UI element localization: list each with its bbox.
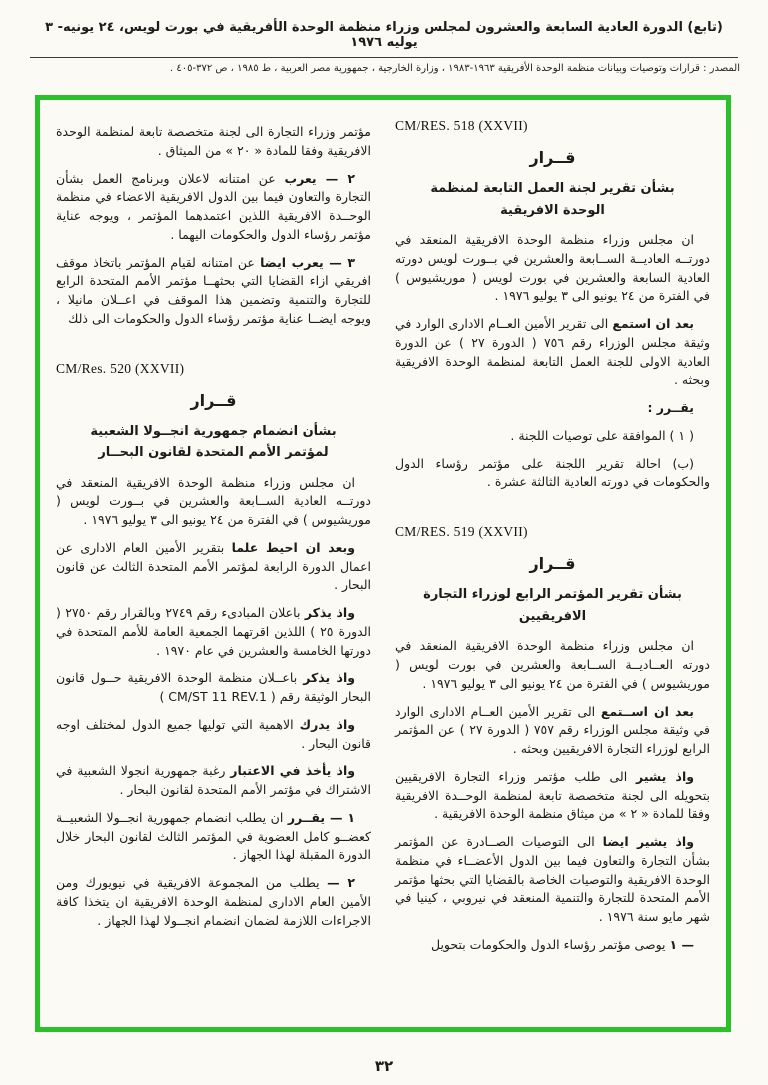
paragraph <box>395 703 710 759</box>
paragraph-lead: ٣ — يعرب ايضا <box>260 254 355 270</box>
paragraph-lead: واذ يدرك <box>299 716 356 732</box>
paragraph-lead: ١ — يقــرر <box>287 809 355 825</box>
resolution-title-520: قــرار <box>190 390 237 410</box>
paragraph <box>395 936 710 955</box>
paragraph-lead: واذ يذكر <box>303 670 356 686</box>
continuation-paragraph: مؤتمر وزراء التجارة الى لجنة متخصصة تابعة لمنظمة الوحدة الافريقية وفقا للمادة « ٢٠ » من الميثاق . <box>56 124 371 158</box>
paragraph <box>56 669 371 707</box>
resolution-number-518: CM/RES. 518 (XXVII) <box>395 118 528 133</box>
paragraph <box>56 762 371 800</box>
paragraph-lead: بعد ان استمع <box>612 316 694 332</box>
paragraph-body: الاهمية التي توليها جميع الدول لمختلف اوجه قانون البحار . <box>56 716 371 751</box>
resolution-subject-519: بشأن تقرير المؤتمر الرابع لوزراء التجارة الافريقيين <box>423 587 682 624</box>
paragraph-body: الى تقرير الأمين العــام الادارى الوارد في وثيقة مجلس الوزراء رقم ٧٥٧ ( الدورة ٢٧ ) عن المؤتمر الرابع لوزراء التجارة الافريقيين وبحثه . <box>395 703 711 756</box>
paragraph <box>56 170 371 245</box>
resolution-title-518: قــرار <box>529 148 576 168</box>
paragraph <box>56 254 371 329</box>
header-source-line: المصدر : قرارات وتوصيات وبيانات منظمة الوحدة الأفريقية ١٩٦٣-١٩٨٣ ، وزارة الخارجية ، جمهورية مصر العربية ، ط ١٩٨٥ ، ص ٣٧٢-٤٠٥ . <box>170 63 740 74</box>
paragraph <box>395 833 710 927</box>
decree-item-b: (ب) احالة تقرير اللجنة على مؤتمر رؤساء الدول والحكومات في دورته العادية الثالثة عشرة . <box>395 455 710 490</box>
paragraph: ان مجلس وزراء منظمة الوحدة الافريقية المنعقد في دورته العــاديــة الســابعة والعشرين في بورت لويس ( موريشيوس ) في الفترة من ٢٤ يونيو الى ٣ يوليو ١٩٧٦ . <box>395 638 710 691</box>
two-column-layout <box>40 100 726 1027</box>
paragraph-body: يطلب من المجموعة الافريقية في نيويورك ومن الأمين العام الادارى لمنظمة الوحدة الافريقية ان يتخذا كافة الاجراءات اللازمة لضمان انضمام انجــولا لهذا الجهاز . <box>56 875 371 928</box>
paragraph <box>56 604 371 660</box>
paragraph-body: الى التوصيات الصــادرة عن المؤتمر بشأن التجارة والتعاون فيما بين الدول الأعضــاء في منظمة الوحدة الافريقية والتوصيات الخاصة بالقضايا التي بحثها مؤتمر الأمم المتحدة للتجارة والتنمية المنعقد في نيروبي ، كينيا في شهر مايو سنة ١٩٧٦ . <box>395 834 710 924</box>
paragraph-body: ان يطلب انضمام جمهورية انجــولا الشعبيــة كعضــو كامل العضوية في المؤتمر الثالث لقانون البحار خلال الدورة المقبلة لهذا الجهاز . <box>56 809 371 863</box>
paragraph-lead: ٢ — يعرب <box>284 170 356 186</box>
paragraph: ان مجلس وزراء منظمة الوحدة الافريقية المنعقد في دورتــه العادية الســابعة والعشرين في بــورت لويس ( موريشيوس ) في الفترة من ٢٤ يونيو الى ٣ يوليو ١٩٧٦ . <box>56 474 371 528</box>
header-divider <box>30 57 738 58</box>
paragraph-lead: واذ يأخذ في الاعتبار <box>230 763 356 779</box>
page-number: ٣٢ <box>374 1057 394 1075</box>
decree-word: يقــرر : <box>647 400 694 416</box>
paragraph <box>56 539 371 595</box>
header-session-line: (تابع) الدورة العادية السابعة والعشرون لمجلس وزراء منظمة الوحدة الأفريقية في بورت لويس، ٢٤ يونيه- ٣ يوليه ١٩٧٦ <box>45 20 723 50</box>
resolution-number-519: CM/RES. 519 (XXVII) <box>395 524 528 540</box>
paragraph-body: باعلان المبادىء رقم ٢٧٤٩ وبالقرار رقم ٢٧٥٠ ( الدورة ٢٥ ) اللذين اقرتهما الجمعية العامة للأمم المتحدة في دورتها الخامسة والعشرين في عام ١٩٧٠ . <box>56 605 371 658</box>
paragraph <box>395 768 710 824</box>
paragraph-body: باعــلان منظمة الوحدة الافريقية حــول قانون البحار الوثيقة رقم ( CM/ST 11 REV.1 ) <box>56 670 371 705</box>
paragraph-body: الى طلب مؤتمر وزراء التجارة الافريقيين بتحويله الى لجنة متخصصة تابعة لمنظمة الوحــدة الافريقية وفقا للمادة « ٢ » من ميثاق منظمة الوحدة الافريقية . <box>395 768 710 822</box>
decree-item-a: ( ١ ) الموافقة على توصيات اللجنة . <box>510 427 694 443</box>
paragraph-lead: وبعد ان احيط علما <box>231 539 356 555</box>
left-column <box>56 114 371 1017</box>
paragraph-lead: واذ يشير <box>636 768 695 784</box>
paragraph-body: رغبة جمهورية انجولا الشعبية في الاشتراك في مؤتمر الأمم المتحدة لقانون البحار . <box>56 763 371 798</box>
resolution-number-520: CM/Res. 520 (XXVII) <box>56 360 185 376</box>
paragraph-body: بتقرير الأمين العام الادارى عن اعمال الدورة الرابعة لمؤتمر الأمم المتحدة الثالث عن قانون البحار . <box>56 539 371 593</box>
paragraph <box>56 809 371 865</box>
page-header <box>0 0 768 74</box>
paragraph-body: عن امتنانه لاعلان وبرنامج العمل بشأن التجارة والتعاون فيما بين الدول الافريقية الاعضاء في منظمة الوحــدة الافريقية اللذين اعتمدهما المؤتمر ، ويوجه عناية مؤتمر رؤساء الدول والحكومات اليهما . <box>56 170 371 242</box>
page-footer <box>0 1056 768 1075</box>
paragraph-lead: ٢ — <box>327 875 355 891</box>
paragraph-body: يوصى مؤتمر رؤساء الدول والحكومات بتحويل <box>430 936 666 952</box>
paragraph-lead: واذ يذكر <box>304 605 355 621</box>
paragraph-lead: بعد ان اســتمع <box>600 703 694 719</box>
right-column <box>395 114 710 1017</box>
resolution-subject-520: بشأن انضمام جمهورية انجــولا الشعبية لمؤتمر الأمم المتحدة لقانون البحــار <box>90 423 337 461</box>
paragraph: ان مجلس وزراء منظمة الوحدة الافريقية المنعقد في دورتــه العاديــة الســابعة والعشرين في بــورت لويس دورته العادية السابعة والعشرين في بورت لويس ( موريشيوس ) في الفترة من ٢٤ يونيو الى ٣ يوليو ١٩٧٦ . <box>395 232 710 304</box>
paragraph <box>56 716 371 754</box>
content-frame <box>35 95 731 1032</box>
paragraph-body: عن امتنانه لقيام المؤتمر باتخاذ موقف افريقي ازاء القضايا التي بحثهــا مؤتمر الأمم المتحدة الرابع للتجارة والتنمية وتضمين هذا الموقف في اعــلان مانيلا ، ويوجه ايضــا عناية مؤتمر رؤساء الدول والحكومات الى ذلك <box>56 254 371 326</box>
resolution-title-519: قــرار <box>529 554 576 574</box>
paragraph-lead: — ١ <box>669 936 694 952</box>
paragraph-body: الى تقرير الأمين العــام الادارى الوارد في وثيقة مجلس الوزراء رقم ٧٥٦ ( الدورة ٢٧ ) عن الدورة العادية الاولى للجنة العمل التابعة لمنظمة الوحدة الافريقية وبحثه . <box>395 316 710 388</box>
paragraph-lead: واذ يشير ايضا <box>602 834 694 849</box>
resolution-subject-518: بشأن تقرير لجنة العمل التابعة لمنظمة الوحدة الافريقية <box>430 181 675 218</box>
paragraph <box>395 315 710 390</box>
paragraph <box>56 874 371 930</box>
